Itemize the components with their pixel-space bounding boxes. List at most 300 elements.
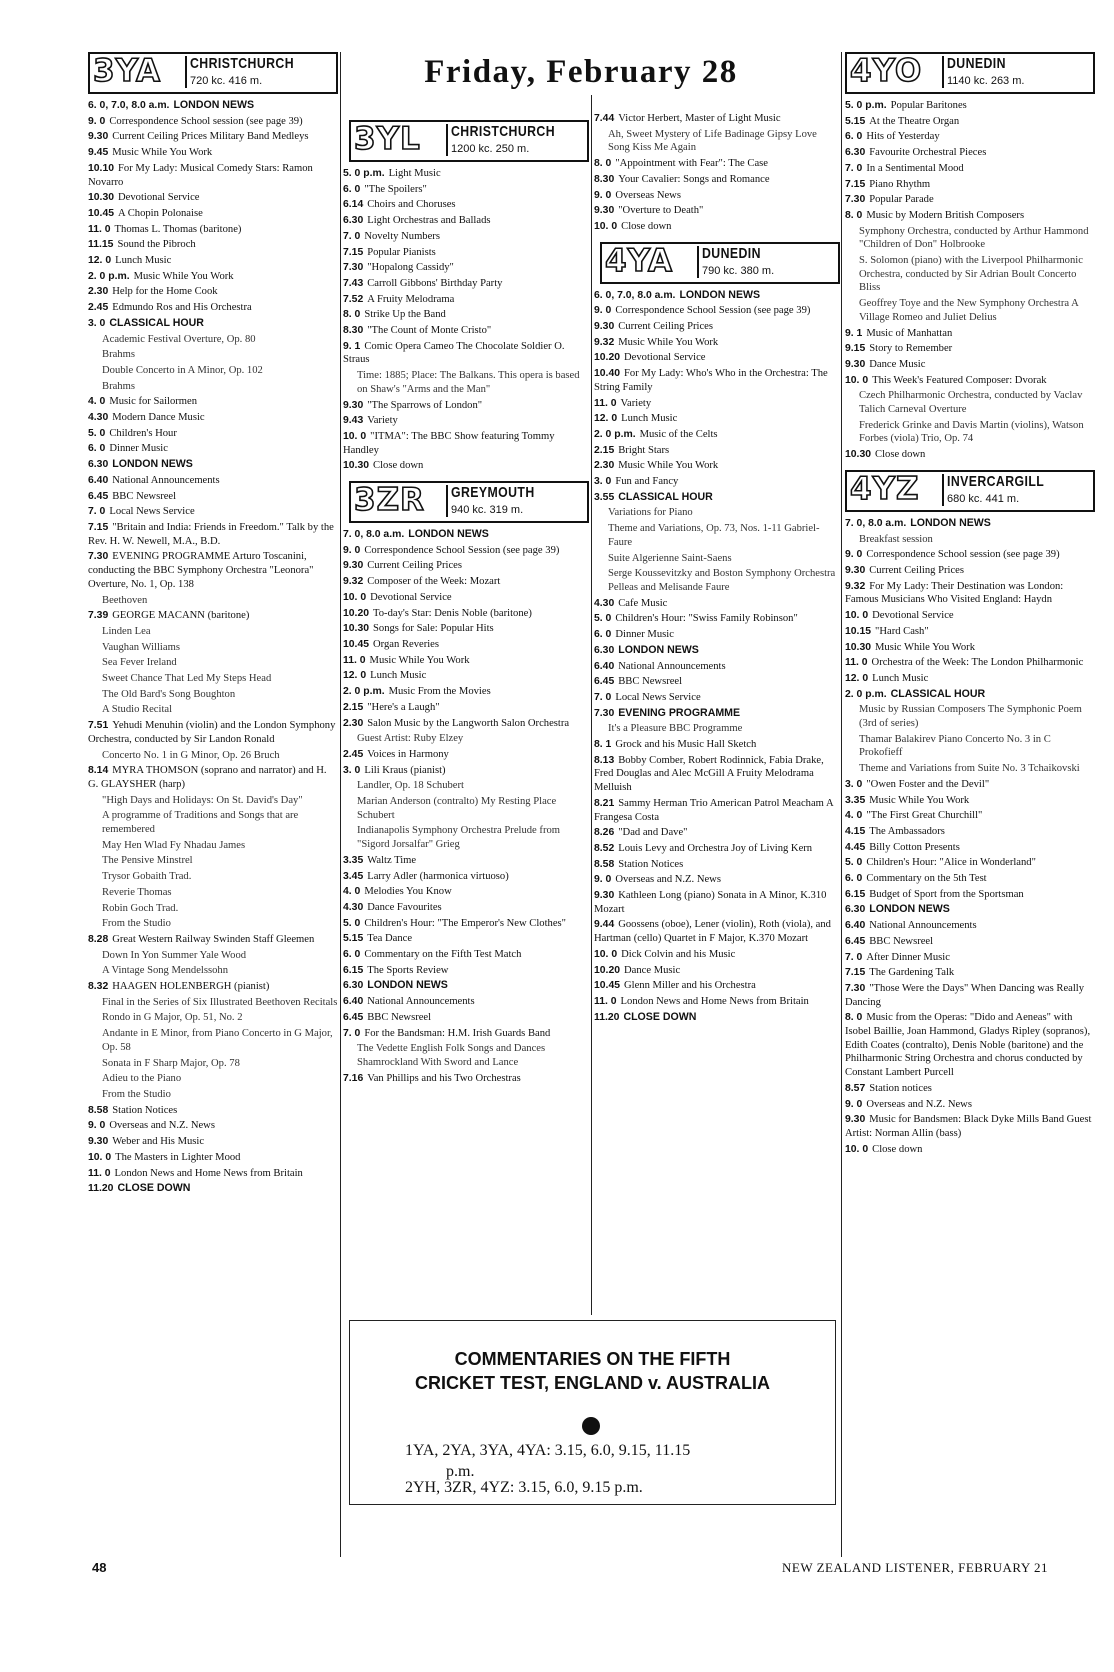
programme-entry <box>343 591 590 605</box>
station-header-3ya <box>88 52 338 94</box>
programme-title: Overseas News <box>615 189 681 201</box>
programme-title: Tea Dance <box>367 933 413 945</box>
programme-title: LONDON NEWS <box>173 99 255 111</box>
programme-title: Current Ceiling Prices <box>869 564 964 576</box>
programme-list <box>594 112 837 234</box>
station-header-3yl <box>349 120 589 162</box>
programme-time: 7. 0 <box>88 506 106 518</box>
programme-entry <box>343 544 590 558</box>
programme-title: Overseas and N.Z. News <box>866 1098 972 1110</box>
programme-entry <box>594 826 837 840</box>
programme-title: The Masters in Lighter Mood <box>115 1151 241 1163</box>
programme-time: 6. 0 <box>88 443 106 455</box>
programme-entry <box>88 442 338 456</box>
station-callsign: 3YA <box>93 53 162 89</box>
programme-entry <box>343 854 590 868</box>
programme-time: 5. 0 <box>845 857 863 869</box>
programme-time: 9. 0 <box>845 549 863 561</box>
programme-title: Billy Cotton Presents <box>869 841 960 853</box>
programme-entry <box>845 178 1095 192</box>
programme-entry <box>594 189 837 203</box>
programme-entry <box>594 675 837 689</box>
programme-title: Popular Pianists <box>367 246 436 258</box>
programme-entry <box>343 901 590 915</box>
programme-entry <box>88 191 338 205</box>
programme-entry <box>343 559 590 573</box>
programme-entry <box>102 594 338 608</box>
programme-time: 9.30 <box>845 564 866 576</box>
programme-entry <box>594 858 837 872</box>
programme-time: 3. 0 <box>343 764 361 776</box>
programme-title: Music for Sailormen <box>109 396 198 408</box>
programme-entry <box>102 380 338 394</box>
programme-time: 6.30 <box>845 904 866 916</box>
programme-title: National Announcements <box>618 660 726 672</box>
programme-title: Marian Anderson (contralto) My Resting Place Schubert <box>357 796 557 821</box>
programme-time: 9.30 <box>845 1114 866 1126</box>
programme-list <box>343 167 590 473</box>
programme-entry <box>357 779 590 793</box>
programme-time: 6.45 <box>845 935 866 947</box>
programme-entry <box>343 528 590 542</box>
programme-time: 4.15 <box>845 825 866 837</box>
programme-entry <box>859 389 1095 416</box>
programme-title: Adieu to the Piano <box>102 1073 182 1085</box>
programme-time: 7.52 <box>343 293 364 305</box>
programme-title: Current Ceiling Prices Military Band Medleys <box>112 131 309 143</box>
programme-title: Sammy Herman Trio American Patrol Meacham A Frangesa Costa <box>594 797 834 823</box>
programme-title: Strike Up the Band <box>364 309 446 321</box>
programme-title: CLOSE DOWN <box>117 1182 191 1195</box>
programme-title: Thamar Balakirev Piano Concerto No. 3 in C Prokofieff <box>859 733 1051 759</box>
programme-title: Station Notices <box>112 1104 178 1116</box>
programme-title: Voices in Harmony <box>367 748 449 760</box>
programme-title: Sound the Pibroch <box>117 239 196 251</box>
programme-time: 9.30 <box>88 1136 109 1148</box>
programme-title: Station notices <box>869 1082 932 1094</box>
programme-title: The Old Bard's Song Boughton <box>102 688 236 700</box>
programme-title: Lunch Music <box>621 413 678 425</box>
programme-title: Down In Yon Summer Yale Wood <box>102 949 247 961</box>
programme-entry <box>343 277 590 291</box>
programme-time: 6.45 <box>594 676 615 688</box>
programme-entry <box>608 506 837 520</box>
programme-title: Rondo in G Major, Op. 51, No. 2 <box>102 1012 243 1024</box>
programme-title: Landler, Op. 18 Schubert <box>357 780 464 792</box>
programme-time: 2.15 <box>594 444 615 456</box>
programme-entry <box>845 935 1095 949</box>
programme-title: "The First Great Churchill" <box>866 810 983 822</box>
programme-title: "Here's a Laugh" <box>367 701 440 713</box>
programme-title: A Chopin Polonaise <box>118 207 203 219</box>
programme-entry <box>102 625 338 639</box>
programme-title: Indianapolis Symphony Orchestra Prelude from "Sigord Jorsalfar" Grieg <box>357 825 561 851</box>
programme-time: 6.45 <box>343 1011 364 1023</box>
programme-entry <box>608 552 837 566</box>
programme-time: 3.35 <box>343 854 364 866</box>
programme-title: "Hopalong Cassidy" <box>367 262 454 274</box>
column-4yo-4yz <box>845 52 1095 1158</box>
programme-title: A Fruity Melodrama <box>367 293 455 305</box>
programme-title: Close down <box>621 220 672 232</box>
programme-entry <box>845 1113 1095 1140</box>
programme-entry <box>845 919 1095 933</box>
programme-title: Van Phillips and his Two Orchestras <box>367 1072 521 1084</box>
programme-time: 6. 0 <box>343 183 361 195</box>
programme-time: 10. 0 <box>594 948 618 960</box>
programme-time: 6.40 <box>845 920 866 932</box>
programme-time: 9.43 <box>343 415 364 427</box>
programme-entry <box>88 764 338 791</box>
programme-entry <box>343 167 590 181</box>
programme-entry <box>102 333 338 347</box>
programme-entry <box>594 173 837 187</box>
notice-schedule-2: 2YH, 3ZR, 4YZ: 3.15, 6.0, 9.15 p.m. <box>405 1479 643 1496</box>
programme-time: 9. 0 <box>594 305 612 317</box>
programme-entry <box>845 903 1095 917</box>
programme-entry <box>859 762 1095 776</box>
programme-entry <box>102 949 338 963</box>
programme-title: A Studio Recital <box>102 704 173 716</box>
programme-title: S. Solomon (piano) with the Liverpool Philharmonic Orchestra, conducted by Sir Adrian Boult Concerto Bliss <box>859 255 1083 294</box>
programme-entry <box>594 612 837 626</box>
programme-time: 9.30 <box>594 321 615 333</box>
programme-entry <box>343 685 590 699</box>
programme-time: 9.45 <box>88 147 109 159</box>
programme-entry <box>594 842 837 856</box>
programme-time: 10.30 <box>845 641 872 653</box>
programme-time: 5. 0 <box>88 427 106 439</box>
programme-title: Devotional Service <box>118 192 200 204</box>
programme-entry <box>845 548 1095 562</box>
station-callsign: 3ZR <box>354 482 425 519</box>
programme-entry <box>102 902 338 916</box>
programme-entry <box>859 297 1095 324</box>
programme-entry <box>102 839 338 853</box>
programme-title: Edmundo Ros and His Orchestra <box>112 302 252 314</box>
programme-time: 11.20 <box>594 1011 620 1023</box>
programme-entry <box>594 995 837 1009</box>
programme-entry <box>608 722 837 736</box>
programme-time: 10.20 <box>594 352 621 364</box>
programme-entry <box>88 1135 338 1149</box>
programme-entry <box>845 1143 1095 1157</box>
programme-time: 7.15 <box>845 178 866 190</box>
programme-title: "Dad and Dave" <box>618 827 688 839</box>
programme-list <box>845 517 1095 1157</box>
programme-title: Variety <box>620 397 652 409</box>
programme-title: Guest Artist: Ruby Elzey <box>357 733 464 745</box>
programme-title: Children's Hour: "Alice in Wonderland" <box>866 857 1036 869</box>
programme-time: 7.51 <box>88 720 109 732</box>
programme-entry <box>594 491 837 505</box>
programme-time: 8.57 <box>845 1082 866 1094</box>
programme-entry <box>343 183 590 197</box>
programme-time: 10.45 <box>88 207 115 219</box>
programme-time: 10.10 <box>88 162 115 174</box>
programme-entry <box>343 399 590 413</box>
programme-entry <box>343 1072 590 1086</box>
programme-entry <box>594 964 837 978</box>
programme-entry <box>594 204 837 218</box>
programme-entry <box>88 162 338 189</box>
programme-entry <box>343 885 590 899</box>
programme-entry <box>343 622 590 636</box>
programme-title: Correspondence School Session (see page 39) <box>615 305 811 317</box>
programme-time: 7.30 <box>845 194 866 206</box>
programme-title: Larry Adler (harmonica virtuoso) <box>367 870 509 882</box>
programme-time: 9. 0 <box>343 544 361 556</box>
programme-title: Close down <box>373 460 424 472</box>
programme-title: Songs for Sale: Popular Hits <box>373 623 494 635</box>
programme-title: Suite Algerienne Saint-Saens <box>608 552 732 564</box>
programme-time: 10. 0 <box>343 591 367 603</box>
programme-title: GEORGE MACANN (baritone) <box>112 610 250 622</box>
cricket-commentary-notice <box>349 1320 836 1505</box>
programme-entry <box>594 444 837 458</box>
programme-title: Overseas and N.Z. News <box>615 874 721 886</box>
programme-time: 10.30 <box>343 623 370 635</box>
programme-entry <box>594 628 837 642</box>
programme-title: "High Days and Holidays: On St. David's Day" <box>102 794 303 806</box>
programme-entry <box>88 521 338 548</box>
programme-title: Piano Rhythm <box>869 178 931 190</box>
programme-time: 2.30 <box>88 286 109 298</box>
programme-title: Dance Music <box>624 964 681 976</box>
programme-title: Salon Music by the Langworth Salon Orchestra <box>367 717 570 729</box>
masthead: NEW ZEALAND LISTENER, FEBRUARY 21 <box>782 1560 1049 1575</box>
programme-title: "The Count of Monte Cristo" <box>367 325 492 337</box>
programme-title: Music While You Work <box>869 794 970 806</box>
programme-entry <box>88 270 338 284</box>
programme-title: Sea Fever Ireland <box>102 657 177 669</box>
programme-title: Louis Levy and Orchestra Joy of Living Kern <box>618 842 813 854</box>
programme-title: The Vedette English Folk Songs and Dances Shamrockland With Sword and Lance <box>357 1043 546 1068</box>
programme-entry <box>88 99 338 113</box>
programme-entry <box>594 979 837 993</box>
programme-entry <box>102 996 338 1010</box>
notice-heading-line2: CRICKET TEST, ENGLAND v. AUSTRALIA <box>414 1373 770 1393</box>
programme-title: For My Lady: Musical Comedy Stars: Ramon Novarro <box>88 162 313 188</box>
programme-time: 9. 0 <box>594 189 612 201</box>
station-callsign: 4YO <box>850 53 923 89</box>
programme-time: 8.28 <box>88 933 109 945</box>
programme-title: Choirs and Choruses <box>367 199 456 211</box>
programme-entry <box>343 870 590 884</box>
notice-schedule-1: 1YA, 2YA, 3YA, 4YA: 3.15, 6.0, 9.15, 11.15 <box>405 1442 691 1459</box>
programme-title: Devotional Service <box>872 610 954 622</box>
programme-title: Czech Philharmonic Orchestra, conducted by Vaclav Talich Carneval Overture <box>859 390 1083 416</box>
programme-time: 2.15 <box>343 701 364 713</box>
programme-title: Geoffrey Toye and the New Symphony Orchestra A Village Romeo and Juliet Delius <box>859 298 1079 323</box>
programme-time: 4. 0 <box>845 810 863 822</box>
programme-entry <box>845 162 1095 176</box>
programme-time: 9.44 <box>594 919 615 931</box>
programme-title: Light Orchestras and Ballads <box>367 215 491 227</box>
programme-entry <box>845 872 1095 886</box>
programme-entry <box>88 130 338 144</box>
programme-time: 6. 0 <box>343 949 361 961</box>
programme-entry <box>845 130 1095 144</box>
programme-time: 7.15 <box>343 246 364 258</box>
programme-time: 2.45 <box>88 302 109 314</box>
programme-time: 9. 0 <box>845 1098 863 1110</box>
programme-time: 9.30 <box>594 205 615 217</box>
station-header-4yo <box>845 52 1095 94</box>
station-city: INVERCARGILL <box>947 472 1045 490</box>
programme-title: Music by Russian Composers The Symphonic Poem (3rd of series) <box>859 704 1082 730</box>
programme-entry <box>859 254 1095 295</box>
programme-time: 10. 0 <box>88 1151 112 1163</box>
programme-time: 4.45 <box>845 841 866 853</box>
programme-entry <box>845 1098 1095 1112</box>
programme-time: 12. 0 <box>343 670 367 682</box>
programme-entry <box>608 522 837 549</box>
programme-entry <box>343 669 590 683</box>
programme-entry <box>88 301 338 315</box>
programme-time: 10. 0 <box>845 374 869 386</box>
programme-time: 6.45 <box>88 490 109 502</box>
programme-list <box>343 528 590 1085</box>
programme-entry <box>594 597 837 611</box>
programme-time: 8. 0 <box>845 1012 863 1024</box>
programme-time: 2.30 <box>343 717 364 729</box>
programme-title: CLASSICAL HOUR <box>890 687 986 700</box>
programme-entry <box>343 430 590 457</box>
programme-entry <box>102 749 338 763</box>
programme-entry <box>343 324 590 338</box>
programme-time: 6.40 <box>88 474 109 486</box>
programme-time: 8.58 <box>88 1104 109 1116</box>
programme-title: "Hard Cash" <box>875 625 929 637</box>
column-3yl-3zr <box>343 120 590 1087</box>
programme-entry <box>608 128 837 155</box>
programme-time: 10.30 <box>343 460 370 472</box>
programme-entry <box>102 870 338 884</box>
programme-title: Grock and his Music Hall Sketch <box>615 739 757 751</box>
programme-time: 8. 0 <box>343 309 361 321</box>
programme-entry <box>594 948 837 962</box>
programme-entry <box>102 364 338 378</box>
programme-title: Close down <box>872 1143 923 1155</box>
programme-entry <box>102 703 338 717</box>
programme-time: 12. 0 <box>88 255 112 267</box>
programme-title: London News and Home News from Britain <box>114 1167 303 1179</box>
programme-title: "The Spoilers" <box>364 183 427 195</box>
programme-entry <box>594 707 837 721</box>
programme-title: Weber and His Music <box>112 1136 205 1148</box>
programme-title: "Britain and India: Friends in Freedom." Talk by the Rev. H. W. Newell, M.A., B.D. <box>88 521 334 547</box>
programme-entry <box>88 427 338 441</box>
programme-entry <box>88 1104 338 1118</box>
programme-time: 11. 0 <box>845 657 868 669</box>
station-frequency: 1140 kc. 263 m. <box>947 75 1025 87</box>
programme-title: Academic Festival Overture, Op. 80 <box>102 333 256 345</box>
programme-title: National Announcements <box>869 920 977 932</box>
programme-entry <box>845 193 1095 207</box>
station-city: DUNEDIN <box>702 244 761 262</box>
programme-entry <box>102 641 338 655</box>
programme-entry <box>88 254 338 268</box>
programme-entry <box>845 841 1095 855</box>
programme-entry <box>343 638 590 652</box>
programme-title: Ah, Sweet Mystery of Life Badinage Gipsy Love Song Kiss Me Again <box>608 128 817 154</box>
programme-entry <box>102 917 338 931</box>
programme-title: The Pensive Minstrel <box>102 855 193 867</box>
programme-title: Sweet Chance That Led My Steps Head <box>102 673 272 685</box>
programme-time: 4.30 <box>343 901 364 913</box>
station-frequency: 680 kc. 441 m. <box>947 492 1020 505</box>
programme-entry <box>102 688 338 702</box>
programme-title: For the Bandsman: H.M. Irish Guards Band <box>364 1027 551 1039</box>
programme-entry <box>343 607 590 621</box>
programme-time: 10.15 <box>845 625 872 637</box>
programme-title: Glenn Miller and his Orchestra <box>624 980 756 992</box>
programme-time: 6. 0 <box>594 629 612 641</box>
programme-title: "Owen Foster and the Devil" <box>866 778 990 790</box>
programme-title: In a Sentimental Mood <box>866 162 964 174</box>
programme-entry <box>859 419 1095 446</box>
programme-entry <box>343 932 590 946</box>
programme-title: Dinner Music <box>615 629 674 641</box>
programme-entry <box>343 230 590 244</box>
programme-title: LONDON NEWS <box>367 979 448 992</box>
page-date: Friday, February 28 <box>424 54 738 90</box>
programme-title: "Overture to Death" <box>618 205 704 217</box>
programme-time: 9.30 <box>594 890 615 902</box>
programme-title: After Dinner Music <box>866 951 950 963</box>
programme-entry <box>88 411 338 425</box>
programme-time: 8.30 <box>343 325 364 337</box>
station-city: GREYMOUTH <box>451 484 535 502</box>
programme-entry <box>594 918 837 945</box>
programme-title: Fun and Fancy <box>615 476 679 488</box>
programme-title: Victor Herbert, Master of Light Music <box>618 113 781 124</box>
programme-time: 6. 0 <box>845 873 863 885</box>
programme-title: Music While You Work <box>369 654 470 666</box>
programme-title: "The Sparrows of London" <box>367 399 483 411</box>
programme-entry <box>594 1011 837 1025</box>
programme-entry <box>594 475 837 489</box>
programme-title: Thomas L. Thomas (baritone) <box>114 223 242 235</box>
programme-title: This Week's Featured Composer: Dvorak <box>872 374 1047 386</box>
programme-entry <box>845 115 1095 129</box>
programme-time: 8.26 <box>594 827 615 839</box>
programme-title: Close down <box>875 449 926 461</box>
programme-title: From the Studio <box>102 918 171 930</box>
programme-entry <box>594 691 837 705</box>
programme-time: 9. 1 <box>845 327 863 339</box>
programme-entry <box>343 917 590 931</box>
programme-time: 11. 0 <box>343 654 366 666</box>
programme-entry <box>357 795 590 822</box>
programme-title: Double Concerto in A Minor, Op. 102 <box>102 364 263 376</box>
programme-time: 4.30 <box>88 412 109 424</box>
programme-title: To-day's Star: Denis Noble (baritone) <box>373 607 532 619</box>
programme-time: 3.45 <box>343 870 364 882</box>
programme-entry <box>845 856 1095 870</box>
programme-entry <box>845 564 1095 578</box>
programme-time: 6.15 <box>845 888 866 900</box>
programme-entry <box>102 348 338 362</box>
station-callsign: 4YZ <box>850 470 920 507</box>
programme-time: 3. 0 <box>594 476 612 488</box>
programme-time: 6. 0, 7.0, 8.0 a.m. <box>594 289 676 301</box>
programme-time: 3.55 <box>594 491 615 503</box>
programme-entry <box>102 964 338 978</box>
programme-time: 3. 0 <box>845 778 863 790</box>
programme-title: MYRA THOMSON (soprano and narrator) and H. G. GLAYSHER (harp) <box>88 765 327 790</box>
